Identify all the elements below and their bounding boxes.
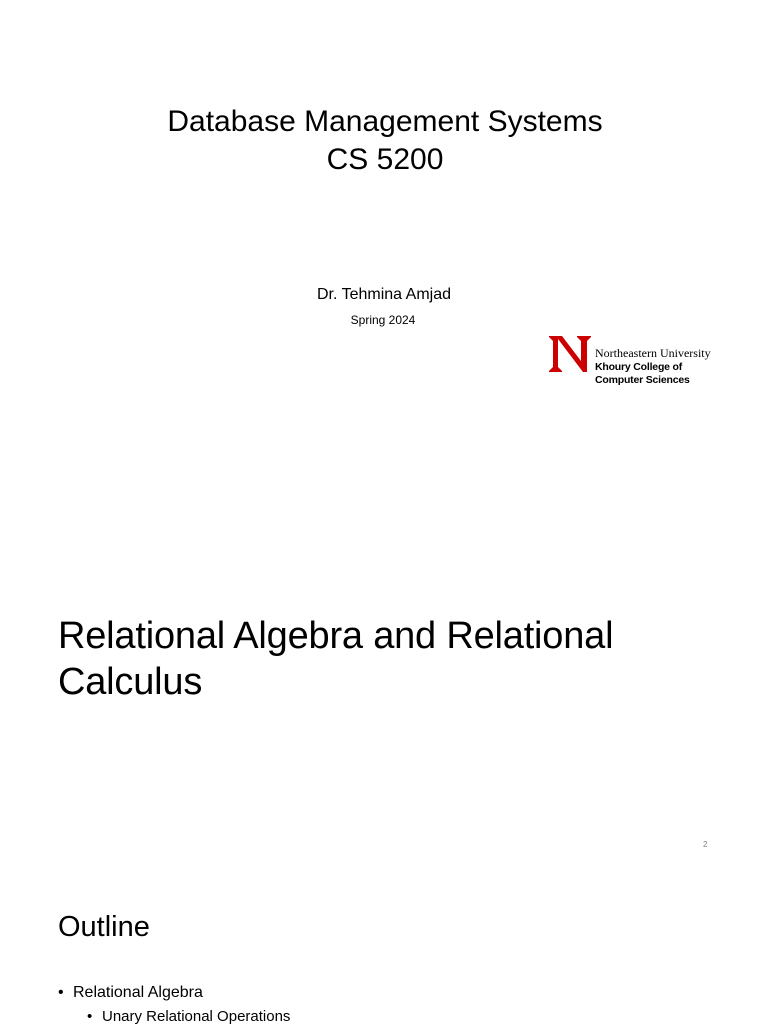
topic-title bbox=[58, 613, 738, 705]
outline-bullet bbox=[58, 983, 203, 1003]
outline-slide bbox=[0, 864, 768, 1024]
course-term: Spring 2024 bbox=[350, 313, 416, 327]
instructor-name: Dr. Tehmina Amjad bbox=[317, 286, 451, 303]
course-title: Database Management Systems bbox=[167, 105, 603, 138]
logo-college-line-2: Computer Sciences bbox=[595, 374, 690, 386]
topic-title-line-2: Calculus bbox=[58, 661, 203, 703]
outline-title: Outline bbox=[58, 911, 150, 943]
university-logo bbox=[548, 334, 738, 384]
sub-bullet-icon: • bbox=[87, 1008, 93, 1024]
outline-sub-bullet bbox=[87, 1007, 290, 1024]
course-code: CS 5200 bbox=[326, 143, 444, 176]
bullet-text: Relational Algebra bbox=[73, 984, 203, 1001]
topic-title-line-1: Relational Algebra and Relational bbox=[58, 615, 614, 657]
logo-university-name: Northeastern University bbox=[595, 346, 711, 360]
topic-slide bbox=[0, 576, 768, 864]
bullet-icon: • bbox=[58, 984, 64, 1001]
logo-college-line-1: Khoury College of bbox=[595, 361, 683, 373]
northeastern-logo-icon bbox=[548, 334, 592, 374]
slide-number: 2 bbox=[703, 840, 708, 849]
sub-bullet-text: Unary Relational Operations bbox=[102, 1008, 291, 1024]
